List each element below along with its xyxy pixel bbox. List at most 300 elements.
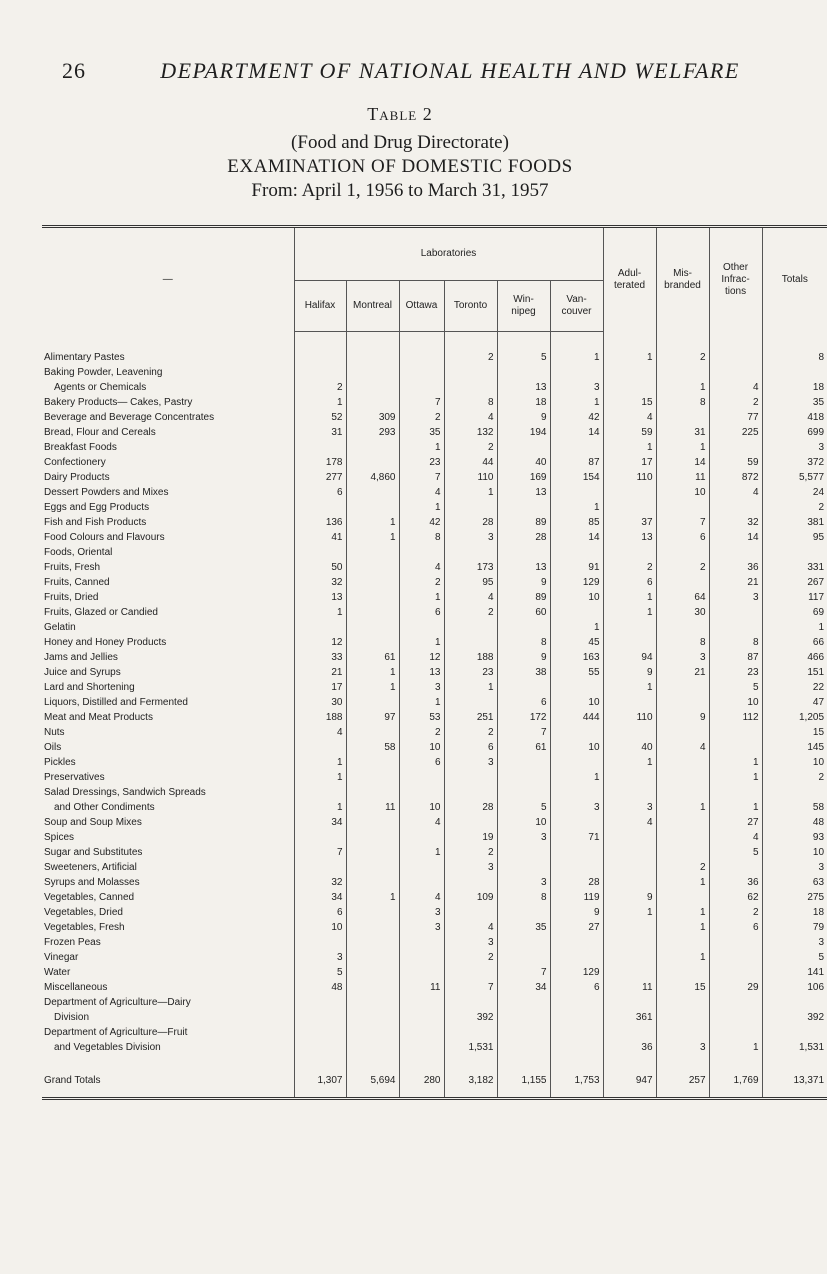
value-cell <box>656 770 709 785</box>
value-cell: 2 <box>444 725 497 740</box>
value-cell <box>346 332 399 366</box>
table-row <box>42 920 827 935</box>
value-cell: 6 <box>656 530 709 545</box>
value-cell: 9 <box>656 710 709 725</box>
value-cell <box>709 1010 762 1025</box>
winnipeg-header <box>497 281 550 332</box>
value-cell <box>762 545 827 560</box>
value-cell <box>346 785 399 800</box>
table-row <box>42 845 827 860</box>
value-cell <box>346 1010 399 1025</box>
value-cell: 32 <box>709 515 762 530</box>
value-cell: 63 <box>762 875 827 890</box>
value-cell: 3 <box>709 590 762 605</box>
value-cell: 392 <box>762 1010 827 1025</box>
value-cell: 31 <box>294 425 346 440</box>
value-cell: 872 <box>709 470 762 485</box>
other-infractions-header <box>709 227 762 332</box>
value-cell <box>399 935 444 950</box>
row-label: Vegetables, Fresh <box>44 922 125 933</box>
value-cell: 1 <box>709 1040 762 1063</box>
value-cell: 1 <box>550 770 603 785</box>
value-cell: 11 <box>656 470 709 485</box>
value-cell: 110 <box>603 470 656 485</box>
value-cell: 4 <box>709 485 762 500</box>
table-row <box>42 710 827 725</box>
value-cell: 1 <box>346 890 399 905</box>
value-cell: 19 <box>444 830 497 845</box>
value-cell: 8 <box>497 635 550 650</box>
value-cell <box>603 770 656 785</box>
row-label: Lard and Shortening <box>44 682 135 693</box>
value-cell <box>444 545 497 560</box>
value-cell <box>709 500 762 515</box>
value-cell: 59 <box>709 455 762 470</box>
value-cell <box>709 725 762 740</box>
value-cell: 35 <box>497 920 550 935</box>
examination-table <box>42 225 827 1100</box>
value-cell: 280 <box>399 1063 444 1099</box>
value-cell <box>709 332 762 366</box>
value-cell: 52 <box>294 410 346 425</box>
table-row <box>42 410 827 425</box>
value-cell: 10 <box>762 845 827 860</box>
table-row <box>42 875 827 890</box>
value-cell: 10 <box>656 485 709 500</box>
value-cell: 132 <box>444 425 497 440</box>
row-label: Frozen Peas <box>44 937 101 948</box>
value-cell <box>603 785 656 800</box>
value-cell: 372 <box>762 455 827 470</box>
value-cell: 4 <box>444 410 497 425</box>
value-cell: 29 <box>709 980 762 995</box>
value-cell <box>444 1025 497 1040</box>
value-cell: 22 <box>762 680 827 695</box>
value-cell <box>444 785 497 800</box>
value-cell <box>294 365 346 380</box>
value-cell: 9 <box>603 890 656 905</box>
table-row <box>42 515 827 530</box>
value-cell: 1,769 <box>709 1063 762 1099</box>
value-cell <box>497 905 550 920</box>
table-row <box>42 950 827 965</box>
table-row <box>42 620 827 635</box>
value-cell <box>346 815 399 830</box>
value-cell <box>550 755 603 770</box>
value-cell: 5,577 <box>762 470 827 485</box>
value-cell <box>497 680 550 695</box>
value-cell: 5 <box>709 680 762 695</box>
value-cell: 48 <box>762 815 827 830</box>
value-cell: 3 <box>656 1040 709 1063</box>
value-cell <box>603 845 656 860</box>
value-cell <box>444 500 497 515</box>
value-cell: 47 <box>762 695 827 710</box>
value-cell: 8 <box>709 635 762 650</box>
value-cell: 3 <box>762 440 827 455</box>
table-row <box>42 815 827 830</box>
value-cell <box>550 860 603 875</box>
value-cell: 28 <box>444 800 497 815</box>
row-label: Soup and Soup Mixes <box>44 817 142 828</box>
value-cell: 12 <box>294 635 346 650</box>
value-cell <box>346 770 399 785</box>
value-cell: 36 <box>709 875 762 890</box>
value-cell: 5 <box>497 332 550 366</box>
value-cell: 2 <box>656 860 709 875</box>
value-cell: 97 <box>346 710 399 725</box>
value-cell <box>294 1040 346 1063</box>
value-cell <box>656 365 709 380</box>
value-cell <box>346 995 399 1010</box>
value-cell <box>550 815 603 830</box>
value-cell: 1 <box>656 380 709 395</box>
value-cell: 1 <box>399 845 444 860</box>
value-cell <box>497 620 550 635</box>
row-label: Syrups and Molasses <box>44 877 140 888</box>
value-cell: 6 <box>399 605 444 620</box>
value-cell: 7 <box>656 515 709 530</box>
value-cell <box>294 830 346 845</box>
value-cell <box>656 755 709 770</box>
value-cell: 2 <box>656 332 709 366</box>
value-cell: 5,694 <box>346 1063 399 1099</box>
value-cell <box>346 1040 399 1063</box>
value-cell: 41 <box>294 530 346 545</box>
value-cell: 2 <box>709 905 762 920</box>
value-cell: 50 <box>294 560 346 575</box>
value-cell: 3 <box>399 920 444 935</box>
value-cell: 35 <box>762 395 827 410</box>
value-cell <box>656 995 709 1010</box>
value-cell <box>550 440 603 455</box>
value-cell: 7 <box>497 725 550 740</box>
value-cell: 21 <box>656 665 709 680</box>
value-cell <box>550 605 603 620</box>
value-cell: 194 <box>497 425 550 440</box>
value-cell: 109 <box>444 890 497 905</box>
value-cell: 1 <box>656 920 709 935</box>
value-cell: 7 <box>497 965 550 980</box>
laboratories-header: Laboratories <box>294 227 603 281</box>
value-cell: 129 <box>550 965 603 980</box>
value-cell: 48 <box>294 980 346 995</box>
value-cell: 4 <box>709 380 762 395</box>
row-label: Beverage and Beverage Concentrates <box>44 412 215 423</box>
value-cell <box>294 785 346 800</box>
value-cell: 163 <box>550 650 603 665</box>
value-cell: 21 <box>709 575 762 590</box>
value-cell <box>497 845 550 860</box>
value-cell <box>656 725 709 740</box>
value-cell <box>399 950 444 965</box>
value-cell <box>603 695 656 710</box>
value-cell <box>656 695 709 710</box>
value-cell <box>709 620 762 635</box>
value-cell <box>294 935 346 950</box>
misbranded-label: Mis- branded <box>664 267 701 291</box>
value-cell <box>444 380 497 395</box>
value-cell <box>603 875 656 890</box>
table-row <box>42 755 827 770</box>
value-cell: 3 <box>603 800 656 815</box>
row-label: Vinegar <box>44 952 79 963</box>
value-cell: 6 <box>399 755 444 770</box>
value-cell: 13 <box>399 665 444 680</box>
value-cell <box>709 740 762 755</box>
row-label: Salad Dressings, Sandwich Spreads <box>44 787 206 798</box>
value-cell: 225 <box>709 425 762 440</box>
value-cell: 37 <box>603 515 656 530</box>
adulterated-header <box>603 227 656 332</box>
value-cell <box>550 995 603 1010</box>
value-cell: 1 <box>656 950 709 965</box>
value-cell <box>603 965 656 980</box>
value-cell: 2 <box>444 950 497 965</box>
value-cell: 5 <box>709 845 762 860</box>
value-cell: 35 <box>399 425 444 440</box>
value-cell: 1 <box>603 605 656 620</box>
value-cell <box>603 1025 656 1040</box>
value-cell: 3 <box>444 530 497 545</box>
value-cell: 10 <box>399 800 444 815</box>
row-label: Bread, Flour and Cereals <box>44 427 156 438</box>
value-cell: 95 <box>762 530 827 545</box>
value-cell: 32 <box>294 575 346 590</box>
table-row <box>42 830 827 845</box>
value-cell <box>346 500 399 515</box>
table-row <box>42 530 827 545</box>
value-cell <box>346 455 399 470</box>
row-label: Juice and Syrups <box>44 667 121 678</box>
value-cell: 23 <box>399 455 444 470</box>
value-cell: 172 <box>497 710 550 725</box>
value-cell <box>709 545 762 560</box>
montreal-header: Montreal <box>346 281 399 332</box>
value-cell: 4 <box>444 920 497 935</box>
value-cell: 33 <box>294 650 346 665</box>
value-cell <box>550 365 603 380</box>
value-cell <box>346 575 399 590</box>
value-cell: 1 <box>656 905 709 920</box>
table-row <box>42 470 827 485</box>
value-cell: 10 <box>550 695 603 710</box>
table-row <box>42 995 827 1010</box>
value-cell <box>656 410 709 425</box>
value-cell: 4 <box>399 815 444 830</box>
value-cell <box>550 725 603 740</box>
value-cell <box>497 500 550 515</box>
row-label: Meat and Meat Products <box>44 712 153 723</box>
value-cell: 173 <box>444 560 497 575</box>
value-cell: 13 <box>497 560 550 575</box>
value-cell <box>346 590 399 605</box>
value-cell <box>346 1025 399 1040</box>
value-cell <box>444 365 497 380</box>
value-cell: 17 <box>603 455 656 470</box>
value-cell <box>399 620 444 635</box>
table-row <box>42 785 827 800</box>
table-row <box>42 1010 827 1025</box>
value-cell: 4,860 <box>346 470 399 485</box>
value-cell <box>399 860 444 875</box>
value-cell: 95 <box>444 575 497 590</box>
value-cell: 1 <box>399 695 444 710</box>
row-label: Spices <box>44 832 75 843</box>
value-cell <box>550 545 603 560</box>
value-cell: 119 <box>550 890 603 905</box>
value-cell <box>603 380 656 395</box>
table-row <box>42 455 827 470</box>
row-label: Sugar and Substitutes <box>44 847 143 858</box>
grand-totals-row <box>42 1063 827 1099</box>
value-cell <box>709 1025 762 1040</box>
value-cell: 151 <box>762 665 827 680</box>
table-subtitle: (Food and Drug Directorate) <box>291 132 509 153</box>
value-cell: 69 <box>762 605 827 620</box>
table-row <box>42 680 827 695</box>
value-cell: 3 <box>497 830 550 845</box>
value-cell <box>399 380 444 395</box>
value-cell: 1 <box>399 440 444 455</box>
value-cell: 8 <box>444 395 497 410</box>
adulterated-label: Adul- terated <box>613 267 646 291</box>
table-row <box>42 935 827 950</box>
value-cell: 106 <box>762 980 827 995</box>
value-cell: 58 <box>762 800 827 815</box>
table-row <box>42 635 827 650</box>
value-cell <box>444 635 497 650</box>
value-cell <box>709 995 762 1010</box>
value-cell: 2 <box>444 605 497 620</box>
value-cell: 36 <box>603 1040 656 1063</box>
value-cell: 1,753 <box>550 1063 603 1099</box>
value-cell: 5 <box>762 950 827 965</box>
table-row <box>42 575 827 590</box>
value-cell <box>399 770 444 785</box>
value-cell: 28 <box>497 530 550 545</box>
row-label: Agents or Chemicals <box>54 382 147 393</box>
value-cell: 14 <box>550 530 603 545</box>
row-label: Oils <box>44 742 62 753</box>
value-cell: 30 <box>294 695 346 710</box>
table-row <box>42 695 827 710</box>
value-cell: 17 <box>294 680 346 695</box>
value-cell: 947 <box>603 1063 656 1099</box>
value-cell: 145 <box>762 740 827 755</box>
value-cell: 4 <box>399 890 444 905</box>
value-cell: 12 <box>399 650 444 665</box>
value-cell <box>444 995 497 1010</box>
ottawa-header: Ottawa <box>399 281 444 332</box>
value-cell: 6 <box>497 695 550 710</box>
row-label: Fruits, Dried <box>44 592 99 603</box>
value-cell: 2 <box>444 332 497 366</box>
value-cell <box>294 995 346 1010</box>
value-cell: 1 <box>603 905 656 920</box>
value-cell: 53 <box>399 710 444 725</box>
value-cell: 1 <box>603 590 656 605</box>
value-cell: 6 <box>709 920 762 935</box>
value-cell <box>346 755 399 770</box>
value-cell: 3 <box>399 905 444 920</box>
value-cell <box>444 815 497 830</box>
value-cell <box>294 740 346 755</box>
row-label: Dessert Powders and Mixes <box>44 487 169 498</box>
value-cell: 1 <box>656 875 709 890</box>
value-cell: 1 <box>399 500 444 515</box>
table-row <box>42 740 827 755</box>
value-cell <box>497 935 550 950</box>
value-cell <box>497 770 550 785</box>
value-cell: 89 <box>497 590 550 605</box>
winnipeg-label: Win- nipeg <box>511 294 536 317</box>
value-cell <box>444 620 497 635</box>
value-cell <box>497 1025 550 1040</box>
row-label: Gelatin <box>44 622 76 633</box>
value-cell <box>550 935 603 950</box>
value-cell <box>656 680 709 695</box>
value-cell: 40 <box>497 455 550 470</box>
value-cell <box>497 1010 550 1025</box>
table-row <box>42 965 827 980</box>
row-label: Dairy Products <box>44 472 110 483</box>
value-cell: 6 <box>294 905 346 920</box>
row-label: Preservatives <box>44 772 105 783</box>
value-cell: 2 <box>294 380 346 395</box>
value-cell: 1,307 <box>294 1063 346 1099</box>
value-cell <box>346 950 399 965</box>
value-cell <box>550 485 603 500</box>
value-cell <box>497 755 550 770</box>
value-cell: 10 <box>550 740 603 755</box>
value-cell: 4 <box>709 830 762 845</box>
row-label: Grand Totals <box>44 1075 101 1086</box>
value-cell <box>346 620 399 635</box>
value-cell <box>294 860 346 875</box>
value-cell: 91 <box>550 560 603 575</box>
value-cell <box>346 965 399 980</box>
row-label: Foods, Oriental <box>44 547 113 558</box>
value-cell: 13 <box>497 380 550 395</box>
value-cell <box>497 440 550 455</box>
value-cell: 21 <box>294 665 346 680</box>
value-cell <box>497 995 550 1010</box>
row-label: and Vegetables Division <box>54 1042 161 1053</box>
value-cell: 1 <box>346 515 399 530</box>
value-cell <box>346 635 399 650</box>
value-cell: 444 <box>550 710 603 725</box>
value-cell <box>656 575 709 590</box>
value-cell: 10 <box>497 815 550 830</box>
value-cell: 3 <box>444 755 497 770</box>
running-head: DEPARTMENT OF NATIONAL HEALTH AND WELFARE <box>160 58 740 83</box>
value-cell: 4 <box>444 590 497 605</box>
value-cell: 2 <box>399 575 444 590</box>
value-cell: 251 <box>444 710 497 725</box>
value-cell: 18 <box>762 380 827 395</box>
row-label: Fruits, Fresh <box>44 562 101 573</box>
value-cell <box>603 935 656 950</box>
value-cell <box>399 1040 444 1063</box>
value-cell: 15 <box>762 725 827 740</box>
misbranded-header <box>656 227 709 332</box>
value-cell <box>603 365 656 380</box>
value-cell <box>294 545 346 560</box>
value-cell <box>399 332 444 366</box>
value-cell: 10 <box>399 740 444 755</box>
value-cell: 2 <box>656 560 709 575</box>
